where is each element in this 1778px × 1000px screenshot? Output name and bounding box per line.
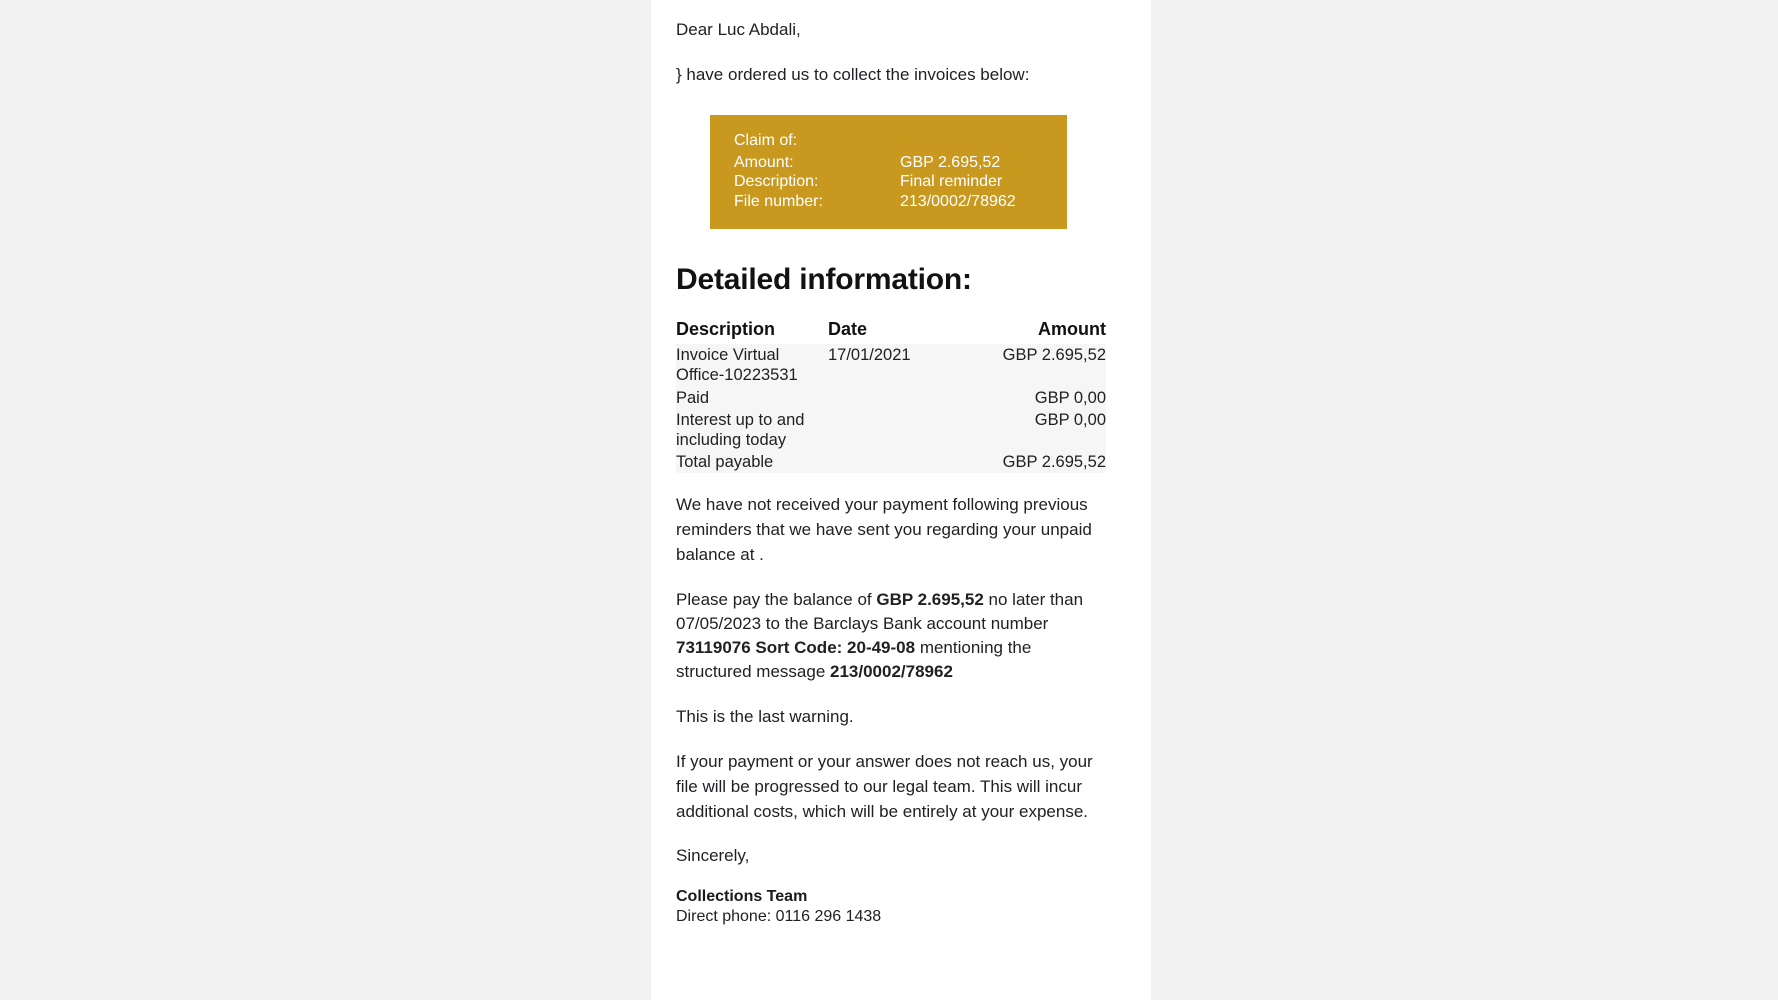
table-header-description: Description [676, 319, 776, 340]
claim-description-label: Description: [734, 173, 819, 191]
claim-title-label: Claim of: [734, 132, 798, 150]
table-row [676, 344, 1106, 386]
table-row [676, 387, 1106, 409]
paragraph-payment-request [676, 588, 1106, 685]
table-cell-date: 17/01/2021 [828, 344, 958, 386]
payment-request-part1: Please pay the balance of [676, 590, 877, 610]
sender-team-name: Collections Team [676, 888, 808, 906]
table-row [676, 451, 1106, 473]
table-cell-date [828, 451, 958, 473]
payment-request-part3: mentioning the structured message [676, 638, 1032, 682]
table-header-date: Date [828, 319, 868, 340]
claim-title-row [710, 131, 1067, 151]
document-content [676, 0, 1106, 1000]
table-cell-date [828, 409, 958, 451]
signoff-text: Sincerely, [676, 846, 750, 866]
claim-row-file-number [710, 192, 1067, 212]
sender-phone: Direct phone: 0116 296 1438 [676, 908, 882, 926]
paragraph-legal-notice: If your payment or your answer does not reach us, your file will be progressed to our legal team. This will incur additional costs, which will be entirely at your expense. [676, 751, 1093, 821]
claim-summary-box [710, 115, 1067, 229]
table-row [676, 409, 1106, 451]
paragraph-no-payment: We have not received your payment following previous reminders that we have sent you regarding your unpaid balance at . [676, 495, 1092, 565]
table-header-amount: Amount [1038, 319, 1106, 340]
claim-description-value: Final reminder [900, 173, 1003, 191]
payment-request-account: 73119076 Sort Code: 20-49-08 [676, 638, 916, 658]
table-cell-amount: GBP 2.695,52 [958, 451, 1106, 473]
table-cell-amount: GBP 0,00 [958, 387, 1106, 409]
claim-title-value [900, 131, 1067, 151]
table-cell-amount: GBP 0,00 [958, 409, 1106, 451]
table-cell-description: Interest up to and including today [676, 409, 828, 451]
claim-row-description [710, 172, 1067, 192]
table-cell-description: Paid [676, 387, 828, 409]
table-cell-description: Invoice Virtual Office-10223531 [676, 344, 828, 386]
table-cell-amount: GBP 2.695,52 [958, 344, 1106, 386]
greeting-text: Dear Luc Abdali, [676, 20, 801, 39]
claim-row-amount [710, 153, 1067, 173]
claim-file-number-label: File number: [734, 192, 823, 210]
table-cell-description: Total payable [676, 451, 828, 473]
claim-amount-value: GBP 2.695,52 [900, 153, 1001, 171]
payment-request-amount: GBP 2.695,52 [876, 590, 984, 610]
payment-request-part2: no later than 07/05/2023 to the Barclays Bank account number [676, 590, 1084, 634]
claim-file-number-value: 213/0002/78962 [900, 192, 1016, 210]
table-cell-date [828, 387, 958, 409]
table-header-row [676, 319, 1106, 344]
claim-amount-label: Amount: [734, 153, 794, 171]
paragraph-last-warning: This is the last warning. [676, 706, 854, 726]
invoice-details-table [676, 319, 1106, 473]
intro-text: } have ordered us to collect the invoices below: [676, 64, 1030, 84]
payment-request-reference: 213/0002/78962 [830, 662, 953, 682]
section-title-detailed-information: Detailed information: [676, 263, 972, 297]
